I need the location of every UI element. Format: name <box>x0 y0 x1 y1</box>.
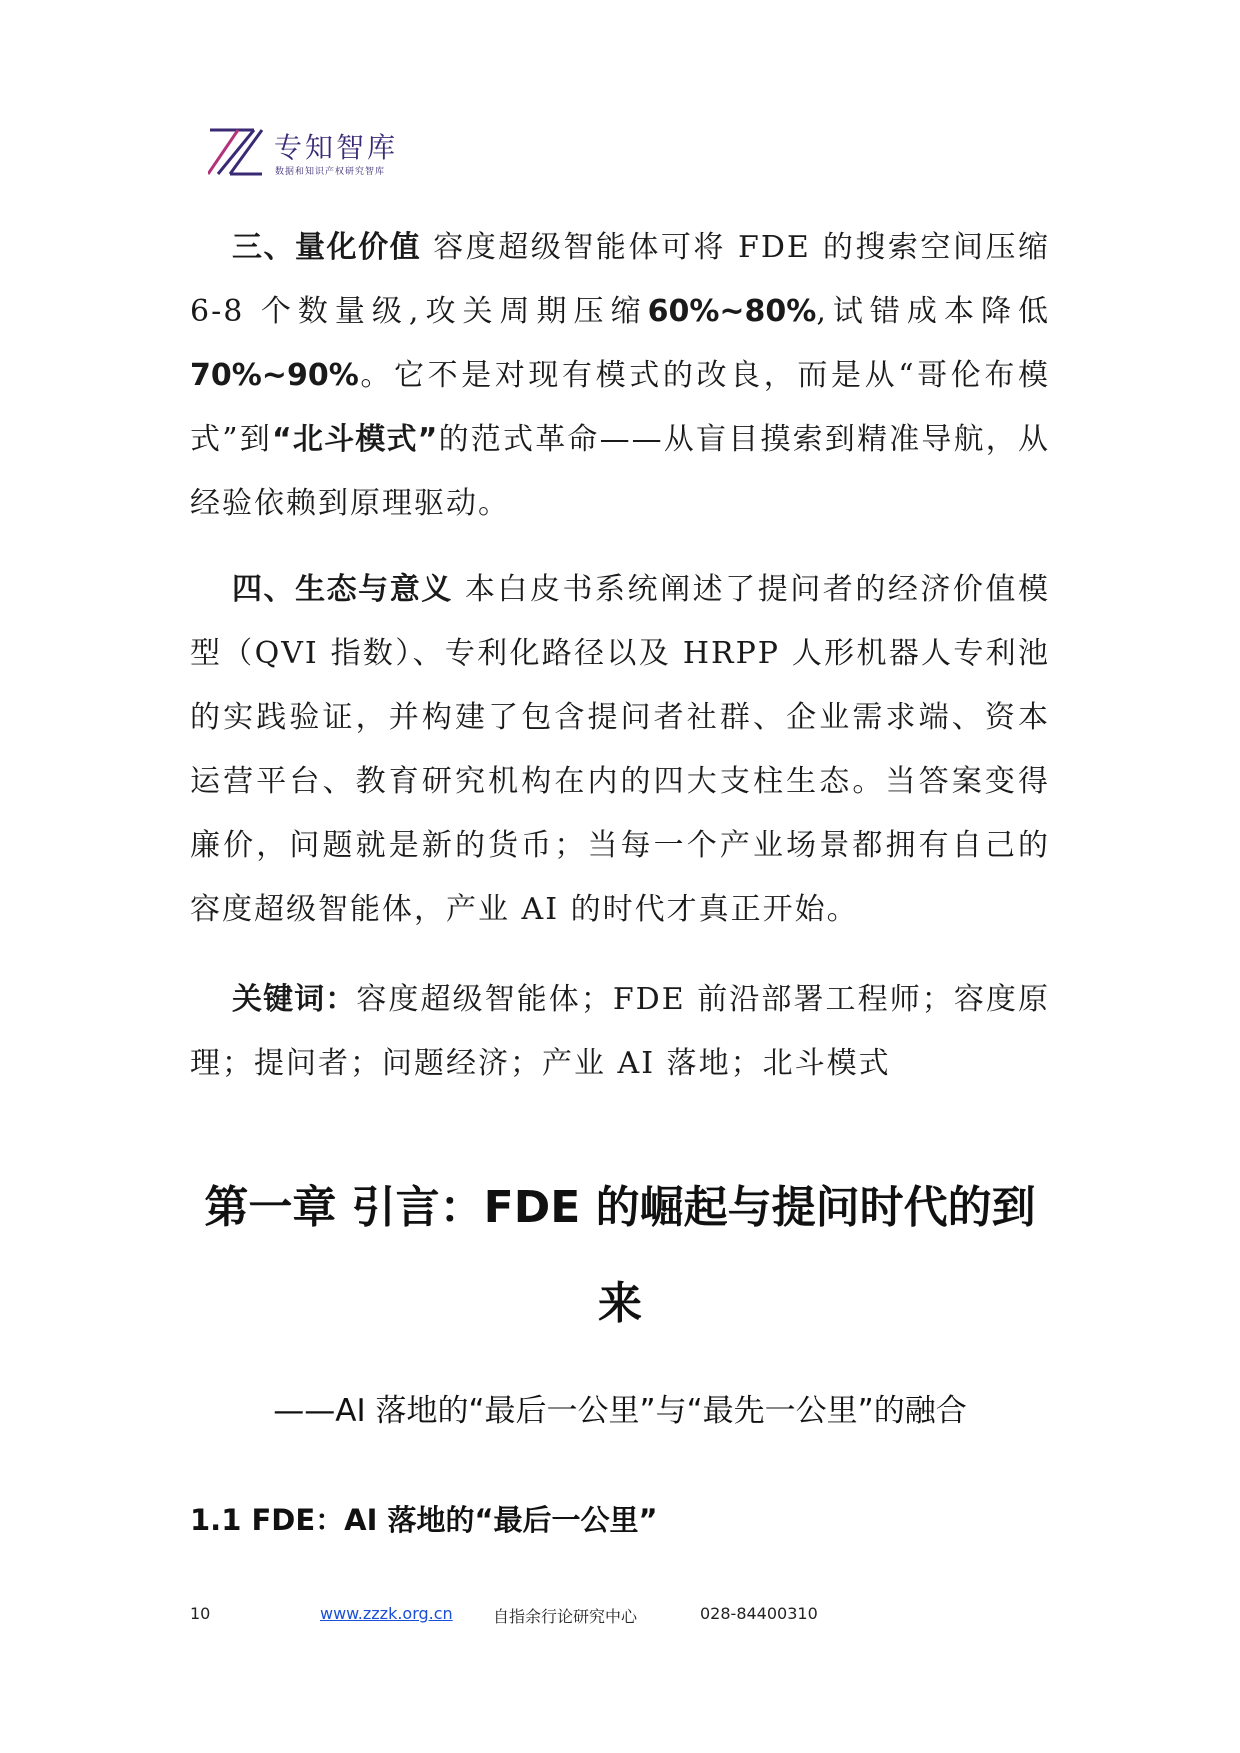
keywords-paragraph <box>190 968 1050 1096</box>
keywords-text: 容度超级智能体；FDE 前沿部署工程师；容度原理；提问者；问题经济；产业 AI 落地；北斗模式 <box>190 982 1050 1081</box>
paragraph-text: ,试错成本降低 <box>816 294 1050 329</box>
paragraph-text: 本白皮书系统阐述了提问者的经济价值模型（QVI 指数）、专利化路径以及 HRPP 人形机器人专利池的实践验证，并构建了包含提问者社群、企业需求端、资本运营平台、教育研究机构在内的四大支柱生态。当答案变得廉价，问题就是新的货币；当每一个产业场景都拥有自己的容度超级智能体，产业 AI 的时代才真正开始。 <box>190 572 1051 927</box>
footer-phone: 028-84400310 <box>700 1604 818 1623</box>
paragraph-text: 容度超级智能体可将 FDE 的搜索空间压缩 6-8 个数量级,攻关周期压缩 <box>190 230 1050 329</box>
footer-url-link[interactable]: www.zzzk.org.cn <box>320 1604 453 1623</box>
footer-organization: 自指余行论研究中心 <box>493 1607 638 1626</box>
footer-url-container <box>320 1604 453 1623</box>
paragraph-text: 。它不是对现有模式的改良，而是从“哥伦布模式”到 <box>190 358 1050 457</box>
section-heading: 1.1 FDE：AI 落地的“最后一公里” <box>190 1503 658 1537</box>
paragraph-quantified-value <box>190 216 1050 536</box>
figure-text: 60%~80% <box>647 294 817 329</box>
paragraph-text: 的范式革命——从盲目摸索到精准导航，从经验依赖到原理驱动。 <box>190 422 1051 521</box>
page-number: 10 <box>190 1604 211 1623</box>
paragraph-lead: 三、量化价值 <box>232 230 422 265</box>
paragraph-ecosystem <box>190 558 1050 942</box>
logo-tagline: 数据和知识产权研究智库 <box>275 167 386 177</box>
zl-logo-icon <box>208 128 264 176</box>
keywords-label: 关键词： <box>232 982 357 1017</box>
chapter-subtitle: ——AI 落地的“最后一公里”与“最先一公里”的融合 <box>273 1393 967 1429</box>
chapter-title-line-1: 第一章 引言：FDE 的崛起与提问时代的到 <box>204 1182 1036 1233</box>
paragraph-lead: 四、生态与意义 <box>232 572 453 607</box>
chapter-title-line-2: 来 <box>598 1278 642 1329</box>
chapter-title <box>180 1160 1060 1352</box>
figure-text: 70%~90% <box>190 358 359 393</box>
logo-name: 专知智库 <box>274 131 399 164</box>
emphasis-text: “北斗模式” <box>271 422 439 457</box>
